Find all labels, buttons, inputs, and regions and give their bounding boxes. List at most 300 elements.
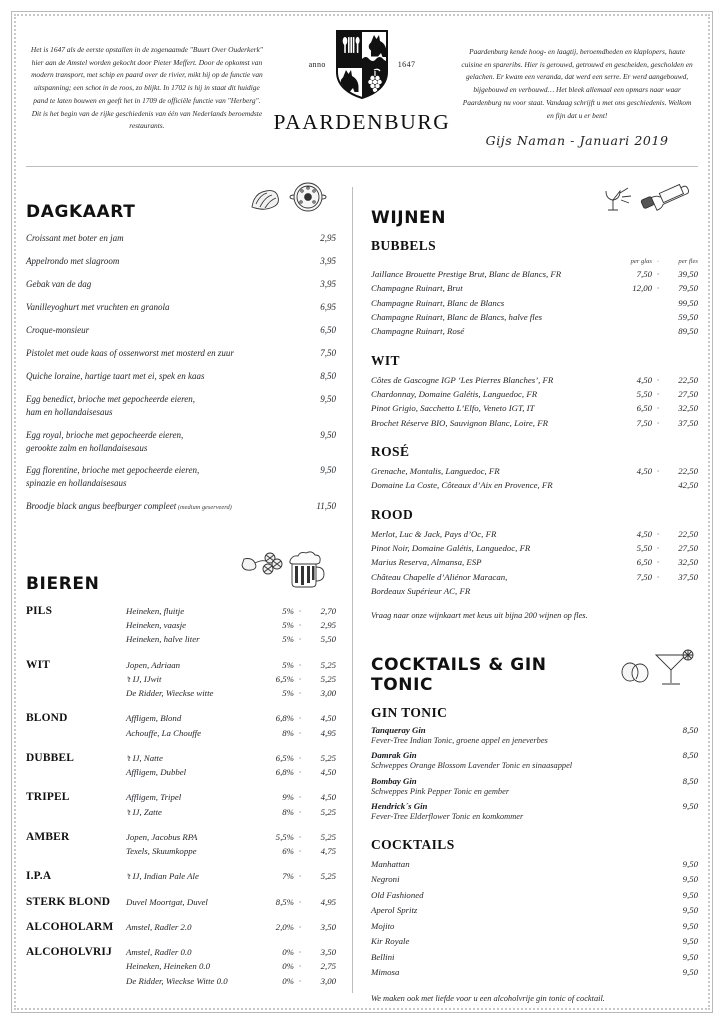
gin-price: 8,50: [682, 775, 698, 786]
beer-price: 5,25: [320, 659, 336, 670]
gin-price: 8,50: [682, 750, 698, 761]
separator-dot: ·: [656, 388, 660, 399]
wine-bottle-price: 32,50: [678, 557, 698, 568]
cocktail-name: Bellini: [371, 951, 395, 962]
wine-name: Domaine La Coste, Côteaux d’Aix en Provence, FR: [371, 480, 553, 491]
list-item: [126, 726, 336, 740]
beer-price: 4,75: [320, 846, 336, 857]
list-item: [371, 527, 698, 541]
section-dagkaart: [26, 181, 336, 513]
wine-glass-price: 6,50: [636, 403, 652, 414]
item-price: 6,95: [320, 302, 336, 312]
item-price: 3,95: [320, 279, 336, 289]
wine-bottle-price: 32,50: [678, 403, 698, 414]
gin-price: 8,50: [682, 725, 698, 736]
beer-abv: 5%: [282, 605, 294, 616]
beer-abv: 5%: [282, 688, 294, 699]
wine-name: Brochet Réserve BIO, Sauvignon Blanc, Loire, FR: [371, 417, 548, 428]
cocktail-name: Aperol Spritz: [371, 905, 418, 916]
list-item: [26, 429, 336, 455]
section-cocktails: [371, 648, 698, 1003]
wijnen-footnote: Vraag naar onze wijnkaart met keus uit bijna 200 wijnen op fles.: [371, 611, 588, 621]
beer-price: 4,50: [320, 792, 336, 803]
list-item: [371, 296, 698, 310]
list-item: [26, 500, 336, 514]
page-header: [22, 20, 702, 160]
beer-abv: 0%: [282, 961, 294, 972]
wine-glass-price: 7,50: [636, 417, 652, 428]
wine-bottle-price: 39,50: [678, 269, 698, 279]
gin-tonic-head: [371, 750, 698, 760]
item-price: 2,95: [320, 233, 336, 243]
left-column: [22, 181, 352, 999]
list-item: [371, 416, 698, 430]
beer-abv: 6,5%: [275, 673, 294, 684]
wine-glass-price: 7,50: [636, 571, 652, 582]
wine-name: Champagne Ruinart, Brut: [371, 283, 463, 294]
separator-dot: ·: [656, 557, 660, 568]
separator-dot: ·: [656, 283, 660, 294]
beer-price: 5,25: [320, 673, 336, 684]
beer-name: Affligem, Blond: [126, 713, 182, 724]
beer-name: Amstel, Radler 2.0: [126, 921, 192, 932]
beer-name: Heineken, fluitje: [126, 605, 185, 616]
wine-bottle-price: 89,50: [678, 326, 698, 337]
wine-glass-price: 5,50: [636, 542, 652, 553]
separator-dot: ·: [656, 528, 660, 539]
beer-abv: 0%: [282, 947, 294, 958]
cocktail-price: 9,50: [682, 905, 698, 916]
beer-price: 3,50: [320, 921, 336, 932]
gin-description: Fever-Tree Indian Tonic, groene appel en jeneverbes: [371, 736, 548, 746]
list-item: [371, 267, 698, 281]
beer-group-items: [126, 869, 336, 883]
beer-name: Affligem, Dubbel: [126, 767, 187, 778]
wine-bottle-price: 27,50: [678, 542, 698, 553]
list-item: [126, 765, 336, 779]
beer-group-items: [126, 830, 336, 859]
beer-price: 5,25: [320, 806, 336, 817]
separator-dot: ·: [298, 634, 302, 645]
separator-dot: ·: [657, 258, 659, 265]
beer-name: Duvel Moortgat, Duvel: [126, 896, 208, 907]
cocktail-price: 9,50: [682, 859, 698, 869]
beer-category-label: STERK BLOND: [26, 895, 111, 908]
item-name: Broodje black angus beefburger compleet (medium geserveerd): [26, 500, 232, 511]
gin-tonic-head: [371, 725, 698, 735]
list-item: [126, 604, 336, 618]
list-item: [126, 751, 336, 765]
list-item: [371, 919, 698, 934]
wine-bottle-price: 22,50: [678, 374, 698, 385]
item-price: 9,50: [320, 394, 336, 404]
item-price: 9,50: [320, 465, 336, 476]
item-price: 3,95: [320, 256, 336, 266]
list-item: [371, 903, 698, 918]
beer-abv: 0%: [282, 975, 294, 986]
item-price: 8,50: [320, 371, 336, 381]
separator-dot: ·: [656, 542, 660, 553]
wine-name: Pinot Noir, Domaine Galétis, Languedoc, FR: [371, 542, 531, 553]
beer-group: [26, 895, 336, 909]
gin-tonic-head: [371, 801, 698, 811]
year-label: 1647: [397, 59, 416, 69]
history-text-right-body: Paardenburg kende hoog- en laagtij, beroemdheden en klaplopers, haute cuisine en spareribs. Hier is gerouwd, getrouwd en gescheiden, gescholden en gelachen. Er kwam een veranda, dat werd een serre. Er werd aangebouwd, bijgebouwd en verbouwd… Het bleek allemaal een opmars naar waar Paardenburg nu voor staat. Vandaag schrijft u met ons geschiedenis. Welkom en fijn dat u er bent!: [461, 47, 693, 120]
wine-name: Côtes de Gascogne IGP ‘Les Pierres Blanches’, FR: [371, 374, 554, 385]
beer-name: Heineken, halve liter: [126, 634, 200, 645]
signature: Gijs Naman - Januari 2019: [485, 133, 669, 149]
wine-glass-price: 12,00: [632, 283, 652, 294]
list-item: [126, 686, 336, 700]
cocktail-name: Mimosa: [371, 967, 400, 978]
wine-glass-price: 4,50: [636, 374, 652, 385]
wine-glass-price: 5,50: [636, 388, 652, 399]
history-text-left: Het is 1647 als de eerste opstallen in de zogenaamde "Buurt Over Ouderkerk" hier aan de Amstel worden gekocht door Pieter Meffert. Door de opkomst van modern transport, met schip en paard over de rivier, mikt hij op de functie van uitspanning; een schot in de roos, zo blijkt. In 1702 is hij in staat dit huidige pand te laten bouwen en geeft het in 1709 de officiële functie van "Herberg". Dit is het begin van de rijke geschiedenis van één van Nederlands beroemdste restaurants.: [30, 45, 263, 131]
list-item: [26, 370, 336, 384]
beer-name: ’t IJ, IJwit: [126, 673, 162, 684]
beer-name: ’t IJ, Indian Pale Ale: [126, 871, 199, 882]
list-item: [126, 658, 336, 672]
separator-dot: ·: [298, 659, 302, 670]
item-name: Pistolet met oude kaas of ossenworst met mosterd en zuur: [26, 348, 234, 358]
wine-name: Champagne Ruinart, Rosé: [371, 326, 465, 337]
beer-abv: 5%: [282, 620, 294, 631]
separator-dot: ·: [656, 417, 660, 428]
item-name: Gebak van de dag: [26, 279, 92, 289]
right-column: [353, 181, 702, 1003]
separator-dot: ·: [298, 831, 302, 842]
list-item: [126, 959, 336, 973]
gin-tonic-head: [371, 776, 698, 786]
beer-group: [26, 920, 336, 934]
item-name: Quiche loraine, hartige taart met ei, spek en kaas: [26, 371, 205, 381]
list-item: [26, 464, 336, 490]
beer-category-label: BLOND: [26, 712, 68, 725]
separator-dot: ·: [298, 871, 302, 882]
list-item: [26, 393, 336, 419]
beer-group-items: [126, 920, 336, 934]
cocktail-price: 9,50: [682, 889, 698, 900]
list-item: [371, 888, 698, 903]
wine-glass-price: 4,50: [636, 528, 652, 539]
separator-dot: ·: [298, 792, 302, 803]
beer-category-label: ALCOHOLARM: [26, 920, 114, 933]
separator-dot: ·: [298, 688, 302, 699]
beer-group: [26, 711, 336, 740]
beer-name: Heineken, Heineken 0.0: [126, 961, 211, 972]
list-item: [26, 255, 336, 269]
list-item: [26, 324, 336, 338]
separator-dot: ·: [298, 673, 302, 684]
cocktail-name: Mojito: [371, 920, 395, 931]
list-item: [371, 387, 698, 401]
list-item: [126, 974, 336, 988]
gin-description: Fever-Tree Elderflower Tonic en komkommer: [371, 811, 524, 821]
beer-abv: 8,5%: [275, 896, 294, 907]
list-item: [371, 570, 698, 584]
beer-price: 5,25: [320, 831, 336, 842]
list-item: [126, 920, 336, 934]
section-bieren: [26, 549, 336, 988]
cocktail-price: 9,50: [682, 967, 698, 978]
separator-dot: ·: [298, 620, 302, 631]
wine-bottle-price: 42,50: [678, 480, 698, 491]
list-item: [371, 541, 698, 555]
gin-name: Damrak Gin: [371, 750, 417, 761]
beer-price: 3,50: [320, 947, 336, 958]
beer-abv: 8%: [282, 727, 294, 738]
separator-dot: ·: [298, 896, 302, 907]
wine-glass-price: 6,50: [636, 557, 652, 568]
beer-group: [26, 604, 336, 647]
wine-bottle-price: 22,50: [678, 528, 698, 539]
beer-category-label: DUBBEL: [26, 751, 75, 764]
separator-dot: ·: [298, 975, 302, 986]
header-divider: [26, 166, 698, 167]
cocktail-price: 9,50: [682, 951, 698, 962]
beer-abv: 5%: [282, 634, 294, 645]
dagkaart-list: [26, 232, 336, 513]
item-price: 11,50: [316, 500, 336, 511]
wine-name: Chardonnay, Domaine Galétis, Languedoc, FR: [371, 388, 538, 399]
wijnen-groups: [371, 238, 698, 598]
separator-dot: ·: [298, 605, 302, 616]
beer-abv: 5,5%: [275, 831, 294, 842]
list-item: [371, 776, 698, 798]
beer-group-items: [126, 945, 336, 988]
item-note: (medium geserveerd): [176, 503, 232, 511]
cocktail-name: Kir Royale: [371, 936, 410, 947]
wine-bottle-price: 37,50: [678, 571, 698, 582]
separator-dot: ·: [656, 403, 660, 414]
item-name: Egg florentine, brioche met gepocheerde eieren, spinazie en hollandaisesaus: [26, 465, 200, 489]
item-name: Croissant met boter en jam: [26, 233, 124, 243]
list-item: [26, 301, 336, 315]
martini-glass-and-citrus-icon: [612, 648, 698, 695]
history-text-right: [460, 30, 694, 152]
wine-bottle-price: 22,50: [678, 465, 698, 476]
wine-glass-price: 4,50: [636, 465, 652, 476]
item-name: Appelrondo met slagroom: [26, 256, 120, 266]
wine-group-title: WIT: [371, 352, 400, 368]
gin-price: 9,50: [682, 800, 698, 811]
beer-abv: 5%: [282, 659, 294, 670]
list-item: [371, 857, 698, 872]
bieren-title: BIEREN: [26, 573, 100, 594]
wine-group-title: BUBBELS: [371, 238, 437, 253]
beer-category-label: WIT: [26, 658, 51, 671]
bieren-list: [26, 604, 336, 988]
item-name: Croque-monsieur: [26, 325, 90, 335]
list-item: [126, 790, 336, 804]
wine-name: Jaillance Brouette Prestige Brut, Blanc de Blancs, FR: [371, 269, 562, 279]
wine-bottle-price: 27,50: [678, 388, 698, 399]
beer-group-items: [126, 751, 336, 780]
cocktails-title: COCKTAILS & GIN TONIC: [371, 655, 547, 696]
section-wijnen: [371, 181, 698, 620]
list-item: [371, 750, 698, 772]
separator-dot: ·: [298, 713, 302, 724]
beer-price: 5,25: [320, 871, 336, 882]
gin-description: Schweppes Pink Pepper Tonic en gember: [371, 786, 510, 796]
gin-tonic-title: GIN TONIC: [371, 705, 448, 721]
cocktails-classics-title: COCKTAILS: [371, 837, 455, 852]
beer-group: [26, 751, 336, 780]
beer-price: 2,70: [320, 605, 336, 616]
list-item: [26, 347, 336, 361]
beer-price: 2,75: [320, 961, 336, 972]
list-item: [371, 725, 698, 747]
beer-abv: 7%: [282, 871, 294, 882]
beer-price: 4,50: [320, 713, 336, 724]
wine-name: Bordeaux Supérieur AC, FR: [371, 585, 471, 596]
beer-category-label: ALCOHOLVRIJ: [26, 946, 112, 959]
wine-glass-price: 7,50: [636, 269, 652, 279]
cocktail-price: 9,50: [682, 936, 698, 947]
list-item: [371, 584, 698, 598]
wine-bottle-price: 37,50: [678, 417, 698, 428]
beer-name: ’t IJ, Zatte: [126, 806, 162, 817]
beer-abv: 6,5%: [275, 752, 294, 763]
item-price: 6,50: [320, 325, 336, 335]
beer-group: [26, 658, 336, 701]
beer-price: 2,95: [320, 620, 336, 631]
beer-name: Affligem, Tripel: [126, 792, 182, 803]
beer-name: De Ridder, Wieckse witte: [126, 688, 214, 699]
beer-category-label: I.P.A: [26, 870, 52, 883]
separator-dot: ·: [656, 571, 660, 582]
beer-group-items: [126, 658, 336, 701]
beer-price: 4,50: [320, 767, 336, 778]
list-item: [371, 401, 698, 415]
list-item: [371, 324, 698, 338]
beer-price: 3,00: [320, 688, 336, 699]
gin-name: Bombay Gin: [371, 775, 417, 786]
beer-name: Heineken, vaasje: [126, 620, 187, 631]
item-name: Egg benedict, brioche met gepocheerde eieren, ham en hollandaisesaus: [26, 394, 196, 418]
beer-category-label: AMBER: [26, 830, 70, 843]
separator-dot: ·: [298, 727, 302, 738]
wine-bottle-price: 79,50: [678, 283, 698, 294]
item-name: Vanilleyoghurt met vruchten en granola: [26, 302, 170, 312]
beer-group: [26, 945, 336, 988]
list-item: [126, 672, 336, 686]
wine-bottle-price: 99,50: [678, 297, 698, 308]
wine-bottle-and-glass-icon: [598, 181, 698, 228]
list-item: [371, 555, 698, 569]
beer-group-items: [126, 895, 336, 909]
croissant-and-pan-icon: [246, 181, 336, 222]
list-item: [126, 711, 336, 725]
wine-name: Champagne Ruinart, Blanc de Blancs, halve fles: [371, 311, 543, 322]
beer-group-items: [126, 711, 336, 740]
cocktails-classics-list: [371, 857, 698, 981]
beer-price: 5,50: [320, 634, 336, 645]
wijnen-title: WIJNEN: [371, 208, 447, 228]
list-item: [371, 281, 698, 295]
beer-group-items: [126, 790, 336, 819]
beer-abv: 8%: [282, 806, 294, 817]
list-item: [371, 310, 698, 324]
cocktail-name: Old Fashioned: [371, 889, 424, 900]
wine-bottle-price: 59,50: [678, 311, 698, 322]
gin-name: Hendrick´s Gin: [371, 800, 428, 811]
beer-name: De Ridder, Wieckse Witte 0.0: [126, 975, 228, 986]
beer-name: Achouffe, La Chouffe: [126, 727, 202, 738]
beer-name: Amstel, Radler 0.0: [126, 947, 192, 958]
list-item: [371, 478, 698, 492]
cocktails-footnote: We maken ook met liefde voor u een alcoholvrije gin tonic of cocktail.: [371, 993, 605, 1003]
wine-group-title: ROSÉ: [371, 443, 410, 459]
separator-dot: ·: [298, 921, 302, 932]
beer-abv: 6,8%: [275, 713, 294, 724]
list-item: [371, 872, 698, 887]
list-item: [126, 805, 336, 819]
separator-dot: ·: [298, 752, 302, 763]
cocktail-name: Negroni: [371, 874, 400, 885]
cocktail-price: 9,50: [682, 874, 698, 885]
wine-col-glass-label: per glas: [630, 258, 652, 265]
list-item: [126, 632, 336, 646]
wine-name: Champagne Ruinart, Blanc de Blancs: [371, 297, 505, 308]
list-item: [371, 934, 698, 949]
beer-group: [26, 830, 336, 859]
list-item: [26, 232, 336, 246]
list-item: [126, 869, 336, 883]
wine-name: Pinot Grigio, Sacchetto L’Elfo, Veneto IGT, IT: [371, 403, 535, 414]
separator-dot: ·: [298, 806, 302, 817]
list-item: [126, 895, 336, 909]
list-item: [371, 965, 698, 980]
separator-dot: ·: [298, 767, 302, 778]
item-price: 7,50: [320, 348, 336, 358]
list-item: [126, 844, 336, 858]
item-price: 9,50: [320, 429, 336, 440]
cocktail-name: Manhattan: [371, 859, 410, 869]
list-item: [371, 950, 698, 965]
list-item: [126, 945, 336, 959]
coat-of-arms-icon: [334, 28, 390, 100]
wine-name: Merlot, Luc & Jack, Pays d’Oc, FR: [371, 528, 497, 539]
beer-category-label: PILS: [26, 604, 53, 617]
gin-tonic-list: [371, 725, 698, 823]
list-item: [126, 830, 336, 844]
list-item: [26, 278, 336, 292]
wine-column-headers: [371, 258, 698, 265]
separator-dot: ·: [656, 465, 660, 476]
beer-price: 5,25: [320, 752, 336, 763]
page-title: PAARDENBURG: [273, 110, 451, 134]
beer-category-label: TRIPEL: [26, 791, 70, 804]
list-item: [371, 464, 698, 478]
dagkaart-title: DAGKAART: [26, 202, 136, 222]
beer-name: Jopen, Adriaan: [126, 659, 181, 670]
beer-name: ’t IJ, Natte: [126, 752, 163, 763]
separator-dot: ·: [298, 961, 302, 972]
list-item: [126, 618, 336, 632]
beer-group: [26, 869, 336, 883]
beer-name: Texels, Skuumkoppe: [126, 846, 197, 857]
brand-block: [264, 28, 460, 135]
separator-dot: ·: [298, 846, 302, 857]
beer-price: 4,95: [320, 727, 336, 738]
wine-group-title: ROOD: [371, 506, 414, 522]
beer-price: 3,00: [320, 975, 336, 986]
wine-name: Château Chapelle d’Aliénor Maracan,: [371, 571, 508, 582]
beer-abv: 6%: [282, 846, 294, 857]
beer-group: [26, 790, 336, 819]
hops-and-beer-mug-icon: [240, 549, 336, 594]
